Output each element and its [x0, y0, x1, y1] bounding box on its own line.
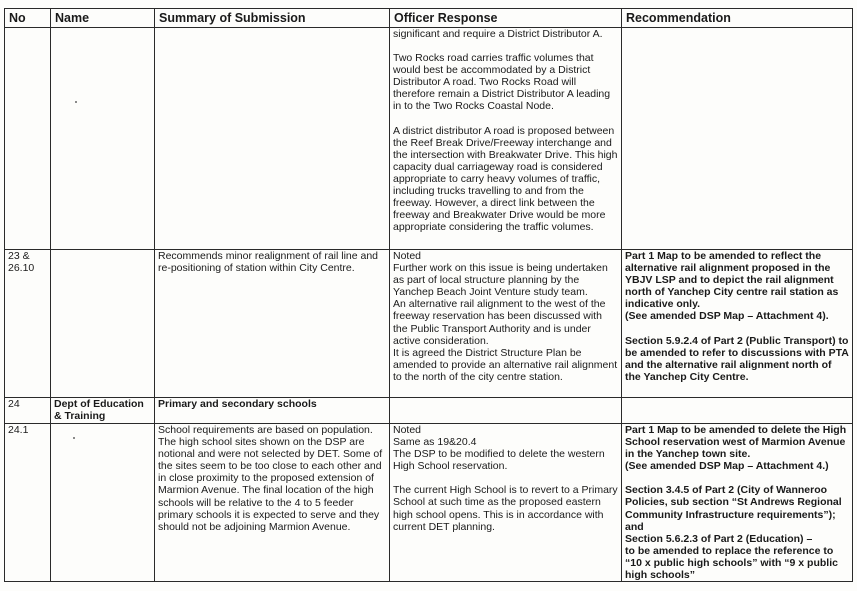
- officer-paragraph: Two Rocks road carries traffic volumes that would best be accommodated by a District Distributor A road. Two Rocks Road will therefore remain a District Distributor A leading in to the Two Rocks Coastal Node.: [393, 52, 611, 113]
- cell-recommendation: [622, 250, 853, 398]
- cell-no: [5, 28, 51, 250]
- table-row: [5, 250, 853, 398]
- header-recommendation: Recommendation: [622, 9, 853, 28]
- cell-recommendation: [622, 398, 853, 424]
- submissions-table: [4, 8, 853, 582]
- recommendation-paragraph: Part 1 Map to be amended to delete the High School reservation west of Marmion Avenue in the Yanchep town site. (See amended DSP Map – Attachment 4.): [625, 424, 847, 473]
- cell-name: Dept of Education & Training: [51, 398, 155, 424]
- officer-paragraph: Noted Further work on this issue is being undertaken as part of local structure planning by the Yanchep Beach Joint Venture study team. An alternative rail alignment to the west of the freeway reservation has been discussed with the Public Transport Authority and is under active consideration. It is agreed the District Structure Plan be amended to provide an alternative rail alignment to the north of the city centre station.: [393, 250, 618, 383]
- table-row: [5, 398, 853, 424]
- scan-speck: [73, 437, 75, 439]
- cell-no: 24: [5, 398, 51, 424]
- cell-no: 23 & 26.10: [5, 250, 51, 398]
- header-no: No: [5, 9, 51, 28]
- officer-paragraph: Noted Same as 19&20.4 The DSP to be modified to delete the western High School reservation.: [393, 424, 605, 473]
- cell-summary: School requirements are based on population. The high school sites shown on the DSP are notional and were not selected by DET. Some of the sites seem to be too close to each other and in close proximity to the proposed extension of Marmion Avenue. The final location of the high schools will be relative to the 4 to 5 feeder primary schools it is expected to serve and they should not be adjoining Marmion Avenue.: [155, 424, 390, 582]
- officer-paragraph: A district distributor A road is proposed between the Reef Break Drive/Freeway interchange and the intersection with Breakwater Drive. This high capacity dual carriageway road is considered appropriate to carry heavy volumes of traffic, including trucks travelling to and from the freeway. However, a direct link between the freeway and Breakwater Drive would be more appropriate considering the traffic volumes.: [393, 124, 618, 234]
- recommendation-paragraph: Section 3.4.5 of Part 2 (City of Wanneroo Policies, sub section “St Andrews Regional Community Infrastructure requirements”); and Section 5.6.2.3 of Part 2 (Education) – to be amended to replace the reference to “10 x public high schools” with “9 x public high schools”: [625, 484, 842, 582]
- recommendation-paragraph: Part 1 Map to be amended to reflect the alternative rail alignment proposed in the YBJV LSP and to depict the rail alignment north of Yanchep City centre rail station as indicative only. (See amended DSP Map – Attachment 4).: [625, 250, 839, 323]
- officer-paragraph: significant and require a District Distributor A.: [393, 28, 603, 40]
- scan-speck: [75, 101, 77, 103]
- cell-recommendation: [622, 424, 853, 582]
- table-header-row: [5, 9, 853, 28]
- cell-officer-response: [390, 28, 622, 250]
- cell-summary: Recommends minor realignment of rail line and re-positioning of station within City Centre.: [155, 250, 390, 398]
- cell-recommendation: [622, 28, 853, 250]
- officer-paragraph: The current High School is to revert to a Primary School at such time as the proposed eastern high school opens. This is in accordance with current DET planning.: [393, 484, 618, 533]
- header-name: Name: [51, 9, 155, 28]
- cell-name: [51, 424, 155, 582]
- cell-officer-response: [390, 250, 622, 398]
- header-summary: Summary of Submission: [155, 9, 390, 28]
- cell-summary: [155, 28, 390, 250]
- header-officer-response: Officer Response: [390, 9, 622, 28]
- cell-no: 24.1: [5, 424, 51, 582]
- table-row: [5, 28, 853, 250]
- cell-summary: Primary and secondary schools: [155, 398, 390, 424]
- cell-officer-response: [390, 398, 622, 424]
- cell-name: [51, 250, 155, 398]
- cell-name: [51, 28, 155, 250]
- cell-officer-response: [390, 424, 622, 582]
- recommendation-paragraph: Section 5.9.2.4 of Part 2 (Public Transport) to be amended to refer to discussions with PTA and the alternative rail alignment north of the Yanchep City Centre.: [625, 334, 849, 383]
- table-row: [5, 424, 853, 582]
